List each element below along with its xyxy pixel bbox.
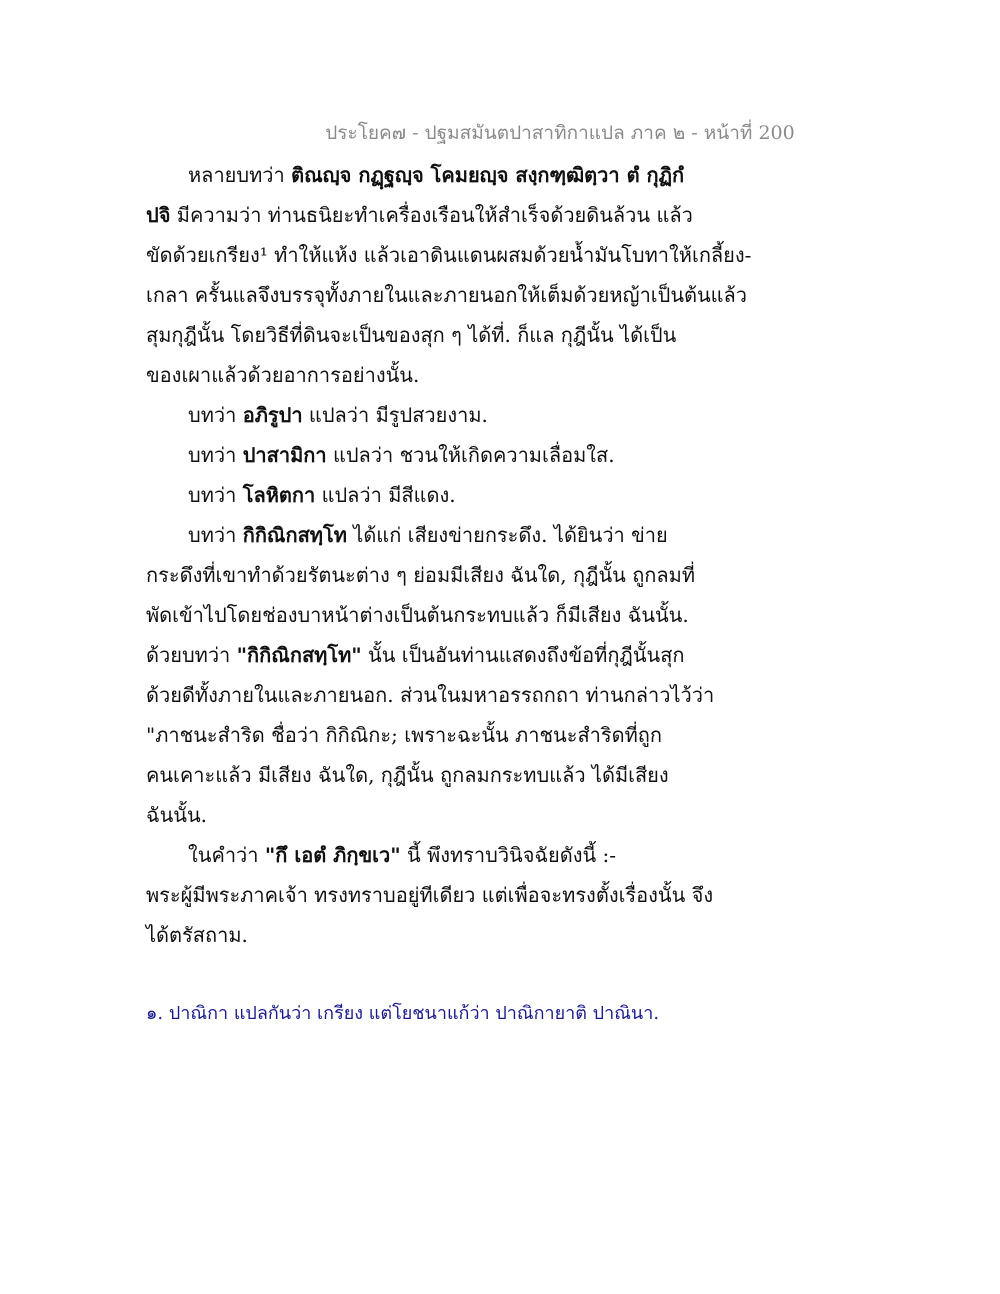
paragraph-5-line-1 xyxy=(146,515,866,555)
text: แปลว่า ชวนให้เกิดความเลื่อมใส. xyxy=(326,443,615,467)
footnote: ๑. ปาณิกา แปลกันว่า เกรียง แต่โยชนาแก้ว่า ปาณิกายาติ ปาณินา. xyxy=(146,1003,660,1024)
paragraph-5-line-3: พัดเข้าไปโดยช่องบาหน้าต่างเป็นต้นกระทบแล้ว ก็มีเสียง ฉันนั้น. xyxy=(146,603,689,627)
paragraph-1-line-5: สุมกุฎีนั้น โดยวิธีที่ดินจะเป็นของสุก ๆ ได้ที่. ก็แล กุฎีนั้น ได้เป็น xyxy=(146,323,677,347)
text: แปลว่า มีรูปสวยงาม. xyxy=(302,403,488,427)
pali-term: "กิกิณิกสทฺโท" xyxy=(236,643,362,667)
text: มีความว่า ท่านธนิยะทำเครื่องเรือนให้สำเร็จด้วยดินล้วน แล้ว xyxy=(170,203,693,227)
text: นั้น เป็นอันท่านแสดงถึงข้อที่กุฎีนั้นสุก xyxy=(361,643,685,667)
text: ได้แก่ เสียงข่ายกระดึง. ได้ยินว่า ข่าย xyxy=(346,523,668,547)
text: ในคำว่า xyxy=(188,843,265,867)
pali-term: โลหิตกา xyxy=(242,483,316,507)
paragraph-4 xyxy=(146,475,866,515)
paragraph-3 xyxy=(146,435,866,475)
text: บทว่า xyxy=(188,403,243,427)
paragraph-1-line-3: ขัดด้วยเกรียง¹ ทำให้แห้ง แล้วเอาดินแดนผสมด้วยน้ำมันโบทาให้เกลี้ยง- xyxy=(146,243,752,267)
paragraph-6-line-2: พระผู้มีพระภาคเจ้า ทรงทราบอยู่ทีเดียว แต่เพื่อจะทรงตั้งเรื่องนั้น จึง xyxy=(146,883,714,907)
text: บทว่า xyxy=(188,443,243,467)
page-body xyxy=(146,155,866,955)
paragraph-1-line-6: ของเผาแล้วด้วยอาการอย่างนั้น. xyxy=(146,363,420,387)
paragraph-5-line-7: คนเคาะแล้ว มีเสียง ฉันใด, กุฎีนั้น ถูกลมกระทบแล้ว ได้มีเสียง xyxy=(146,763,669,787)
paragraph-1-line-4: เกลา ครั้นแลจึงบรรจุทั้งภายในและภายนอกให้เต็มด้วยหญ้าเป็นต้นแล้ว xyxy=(146,283,748,307)
paragraph-2 xyxy=(146,395,866,435)
paragraph-1-line-2 xyxy=(146,195,866,235)
paragraph-5-line-2: กระดึงที่เขาทำด้วยรัตนะต่าง ๆ ย่อมมีเสียง ฉันใด, กุฎีนั้น ถูกลมที่ xyxy=(146,563,696,587)
pali-term: "กึ เอตํ ภิกฺขเว" xyxy=(264,843,401,867)
paragraph-5-line-6: "ภาชนะสำริด ชื่อว่า กิกิณิกะ; เพราะฉะนั้น ภาชนะสำริดที่ถูก xyxy=(146,723,663,747)
text: แปลว่า มีสีแดง. xyxy=(315,483,456,507)
paragraph-5-line-8: ฉันนั้น. xyxy=(146,803,207,827)
pali-term: กิกิณิกสทฺโท xyxy=(242,523,347,547)
running-header: ประโยค๗ - ปฐมสมันตปาสาทิกาแปล ภาค ๒ - หน้าที่ 200 xyxy=(325,122,795,144)
text: ด้วยบทว่า xyxy=(146,643,237,667)
pali-term: อภิรูปา xyxy=(242,403,303,427)
text: บทว่า xyxy=(188,483,243,507)
paragraph-1-line-1 xyxy=(146,155,866,195)
paragraph-6-line-3: ได้ตรัสถาม. xyxy=(146,923,248,947)
pali-term: ปาสามิกา xyxy=(242,443,327,467)
pali-term: ติณญฺจ กฏฺฐญฺจ โคมยญฺจ สงฺกฑฺฒิตฺวา ตํ กุฏิกํ xyxy=(291,163,685,187)
text: บทว่า xyxy=(188,523,243,547)
text: หลายบทว่า xyxy=(188,163,292,187)
pali-term: ปจิ xyxy=(146,203,171,227)
text: นี้ พึงทราบวินิจฉัยดังนี้ :- xyxy=(400,843,617,867)
paragraph-5-line-5: ด้วยดีทั้งภายในและภายนอก. ส่วนในมหาอรรถกถา ท่านกล่าวไว้ว่า xyxy=(146,683,715,707)
paragraph-6-line-1 xyxy=(146,835,866,875)
paragraph-5-line-4 xyxy=(146,635,866,675)
